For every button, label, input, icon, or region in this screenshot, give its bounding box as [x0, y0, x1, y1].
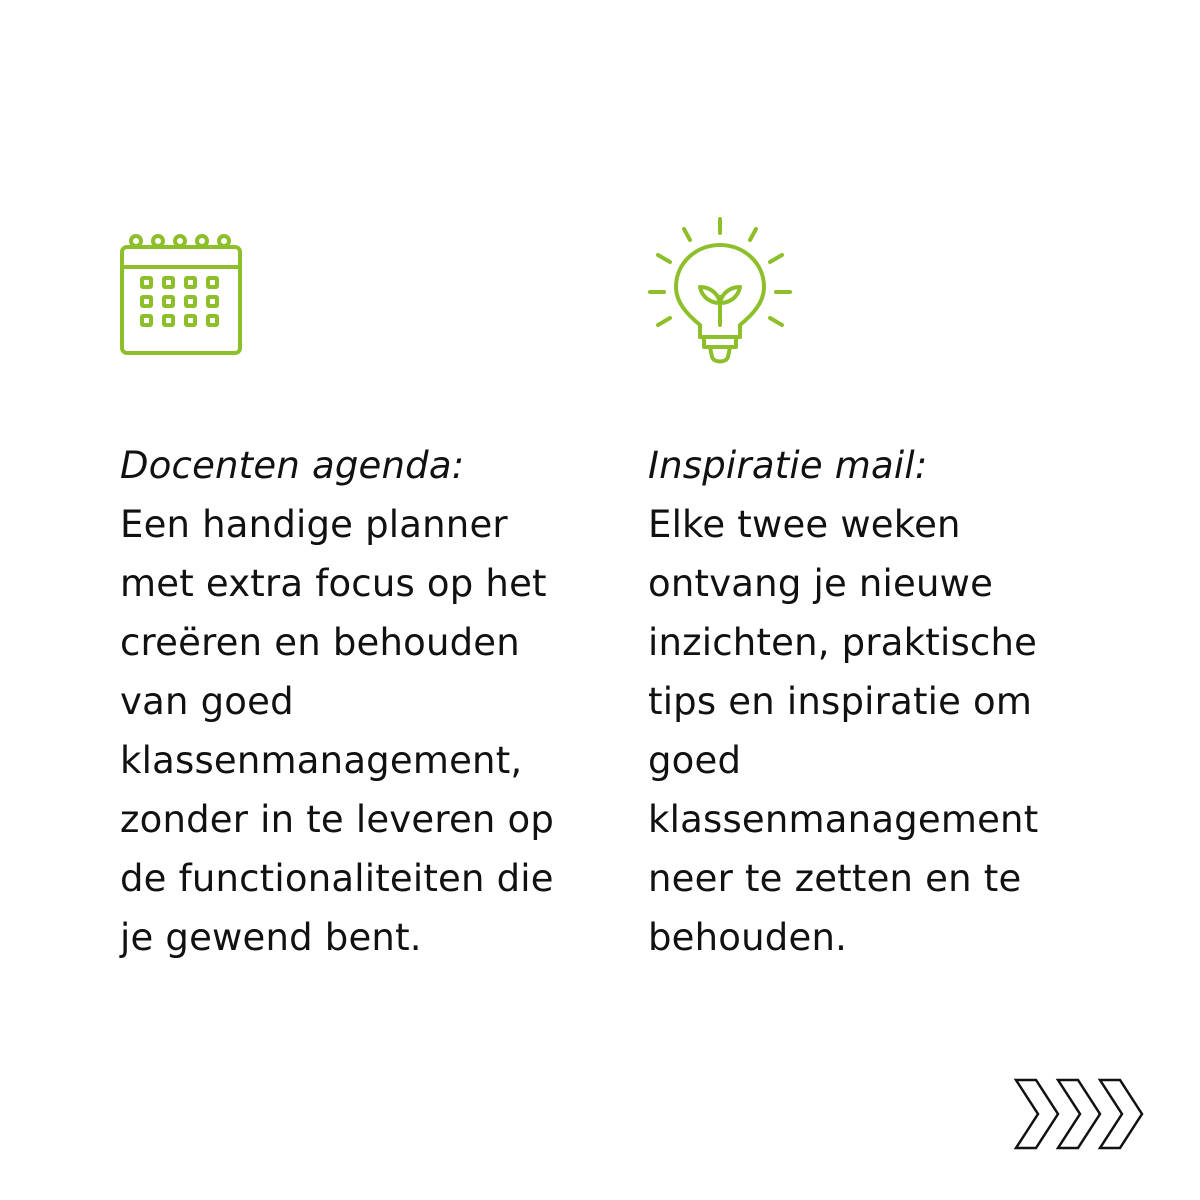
- next-chevrons-icon[interactable]: [1012, 1078, 1148, 1150]
- feature-heading: Inspiratie mail:: [648, 444, 928, 487]
- feature-text: [648, 436, 1088, 967]
- lightbulb-icon: [648, 215, 792, 371]
- calendar-icon: [120, 215, 244, 361]
- feature-description: Elke twee weken ontvang je nieuwe inzichten, praktische tips en inspiratie om goed klassenmanagement neer te zetten en te behouden.: [648, 503, 1039, 959]
- feature-heading: Docenten agenda:: [120, 444, 465, 487]
- feature-text: [120, 436, 560, 967]
- feature-description: Een handige planner met extra focus op het creëren en behouden van goed klassenmanagement, zonder in te leveren op de functionaliteiten die je gewend bent.: [120, 503, 555, 959]
